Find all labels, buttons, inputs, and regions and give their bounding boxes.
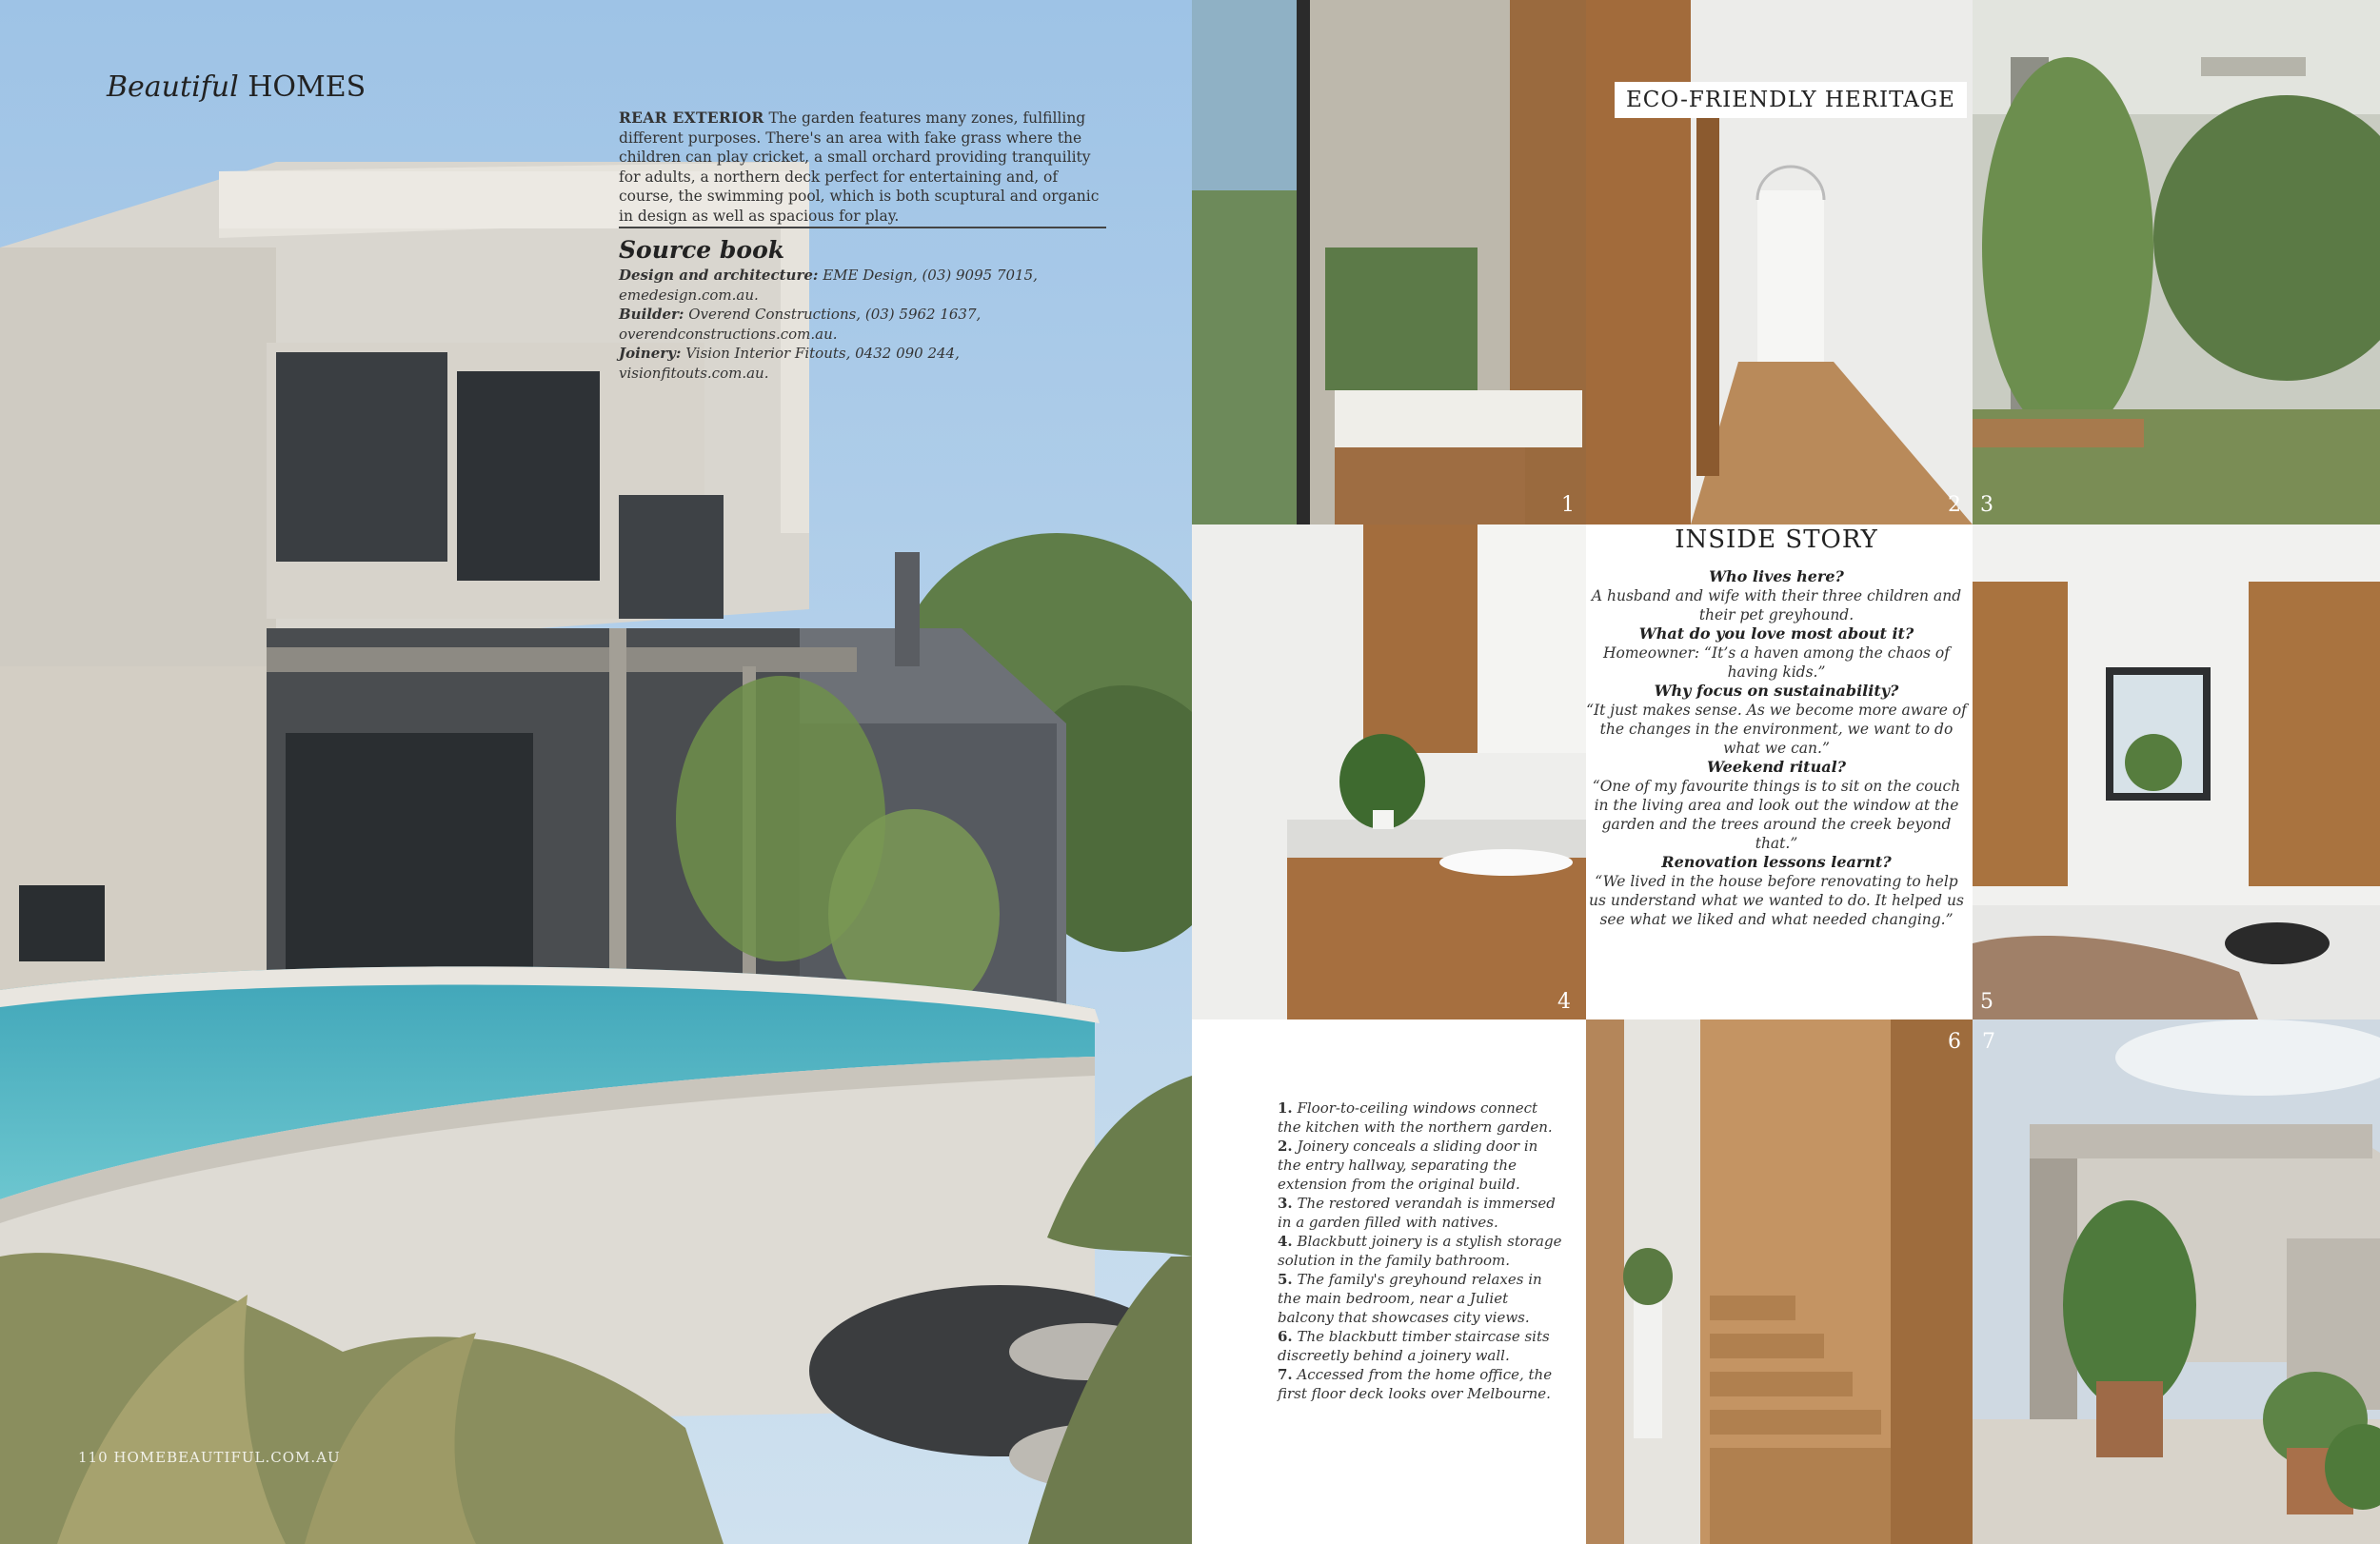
qa-answer: “It just makes sense. As we become more aware of the changes in the environment, we want to do what we can.”: [1586, 702, 1967, 757]
inside-story-title: INSIDE STORY: [1675, 525, 1878, 554]
qa-answer: Homeowner: “It’s a haven among the chaos of having kids.”: [1603, 644, 1950, 681]
photo-6-staircase: [1586, 1019, 1973, 1544]
caption-number: 5.: [1278, 1271, 1293, 1288]
rear-exterior-text: The garden features many zones, fulfilling different purposes. There's an area with fake grass where the children can play cricket, a small orchard providing tranquility for adults, a northern deck perfect for entertaining and, of course, the swimming pool, which is both scuptural and organic in design as well as spacious for play.: [619, 109, 1100, 225]
source-entry-text: Overend Constructions, (03) 5962 1637, overendconstructions.com.au.: [619, 306, 982, 343]
source-entry-label: Design and architecture:: [619, 267, 819, 284]
eco-friendly-badge: ECO-FRIENDLY HERITAGE: [1615, 82, 1967, 118]
qa-answer: “We lived in the house before renovating to help us understand what we wanted to do. It helped us see what we liked and what needed changing.”: [1589, 873, 1964, 928]
caption-text: The restored verandah is immersed in a garden filled with natives.: [1278, 1195, 1556, 1231]
qa-question: Why focus on sustainability?: [1654, 682, 1899, 700]
caption-item: [1278, 1232, 1563, 1270]
rear-exterior-caption: [619, 109, 1114, 226]
photo-3-verandah: [1973, 0, 2380, 525]
photo-7-first-floor-deck: [1973, 1019, 2380, 1544]
source-entry-text: Vision Interior Fitouts, 0432 090 244, visionfitouts.com.au.: [619, 345, 960, 382]
page-folio: 110 HOMEBEAUTIFUL.COM.AU: [78, 1449, 341, 1466]
qa-question: What do you love most about it?: [1638, 624, 1914, 643]
photo-captions: [1278, 1099, 1563, 1403]
qa-answer: “One of my favourite things is to sit on the couch in the living area and look out the window at the garden and the trees around the creek beyond that.”: [1592, 778, 1961, 852]
caption-item: [1278, 1099, 1563, 1137]
source-entry: [619, 305, 1114, 344]
photo-4-bathroom: [1192, 525, 1586, 1019]
photo-number-6: 6: [1948, 1030, 1961, 1054]
inside-story-panel: [1586, 525, 1967, 929]
caption-text: Joinery conceals a sliding door in the entry hallway, separating the extension from the original build.: [1278, 1138, 1538, 1193]
photo-number-4: 4: [1557, 990, 1571, 1014]
source-entry-label: Builder:: [619, 306, 684, 323]
photo-number-7: 7: [1982, 1030, 1995, 1054]
qa-question: Renovation lessons learnt?: [1661, 853, 1892, 871]
caption-number: 3.: [1278, 1195, 1293, 1212]
source-entry-text: EME Design, (03) 9095 7015, emedesign.com.au.: [619, 267, 1038, 304]
caption-number: 4.: [1278, 1233, 1293, 1250]
caption-text: Floor-to-ceiling windows connect the kitchen with the northern garden.: [1278, 1099, 1553, 1136]
caption-item: [1278, 1194, 1563, 1232]
caption-number: 1.: [1278, 1099, 1293, 1117]
photo-1-kitchen-window: [1192, 0, 1586, 525]
section-label-caps: HOMES: [248, 70, 367, 104]
section-label: [107, 70, 366, 104]
caption-item: [1278, 1365, 1563, 1403]
rear-exterior-heading: REAR EXTERIOR: [619, 109, 764, 127]
caption-divider: [619, 227, 1106, 228]
caption-number: 2.: [1278, 1138, 1293, 1155]
source-book-title: Source book: [619, 236, 785, 264]
caption-number: 7.: [1278, 1366, 1293, 1383]
photo-number-5: 5: [1980, 990, 1993, 1014]
photo-number-2: 2: [1948, 493, 1961, 517]
photo-number-1: 1: [1561, 493, 1575, 517]
caption-item: [1278, 1270, 1563, 1327]
source-entry: [619, 344, 1114, 383]
source-book: [619, 236, 1114, 383]
photo-number-3: 3: [1980, 493, 1993, 517]
caption-item: [1278, 1137, 1563, 1194]
qa-question: Who lives here?: [1709, 567, 1844, 585]
caption-text: Blackbutt joinery is a stylish storage solution in the family bathroom.: [1278, 1233, 1562, 1269]
qa-answer: A husband and wife with their three children and their pet greyhound.: [1591, 587, 1962, 624]
caption-text: Accessed from the home office, the first floor deck looks over Melbourne.: [1278, 1366, 1553, 1402]
caption-text: The blackbutt timber staircase sits discreetly behind a joinery wall.: [1278, 1328, 1550, 1364]
caption-item: [1278, 1327, 1563, 1365]
photo-2-entry-hallway: [1586, 0, 1973, 525]
section-label-italic: Beautiful: [107, 70, 239, 104]
qa-question: Weekend ritual?: [1706, 758, 1847, 776]
photo-5-bedroom: [1973, 525, 2380, 1019]
caption-text: The family's greyhound relaxes in the main bedroom, near a Juliet balcony that showcases city views.: [1278, 1271, 1542, 1326]
source-entry: [619, 266, 1114, 305]
source-entry-label: Joinery:: [619, 345, 682, 362]
caption-number: 6.: [1278, 1328, 1293, 1345]
